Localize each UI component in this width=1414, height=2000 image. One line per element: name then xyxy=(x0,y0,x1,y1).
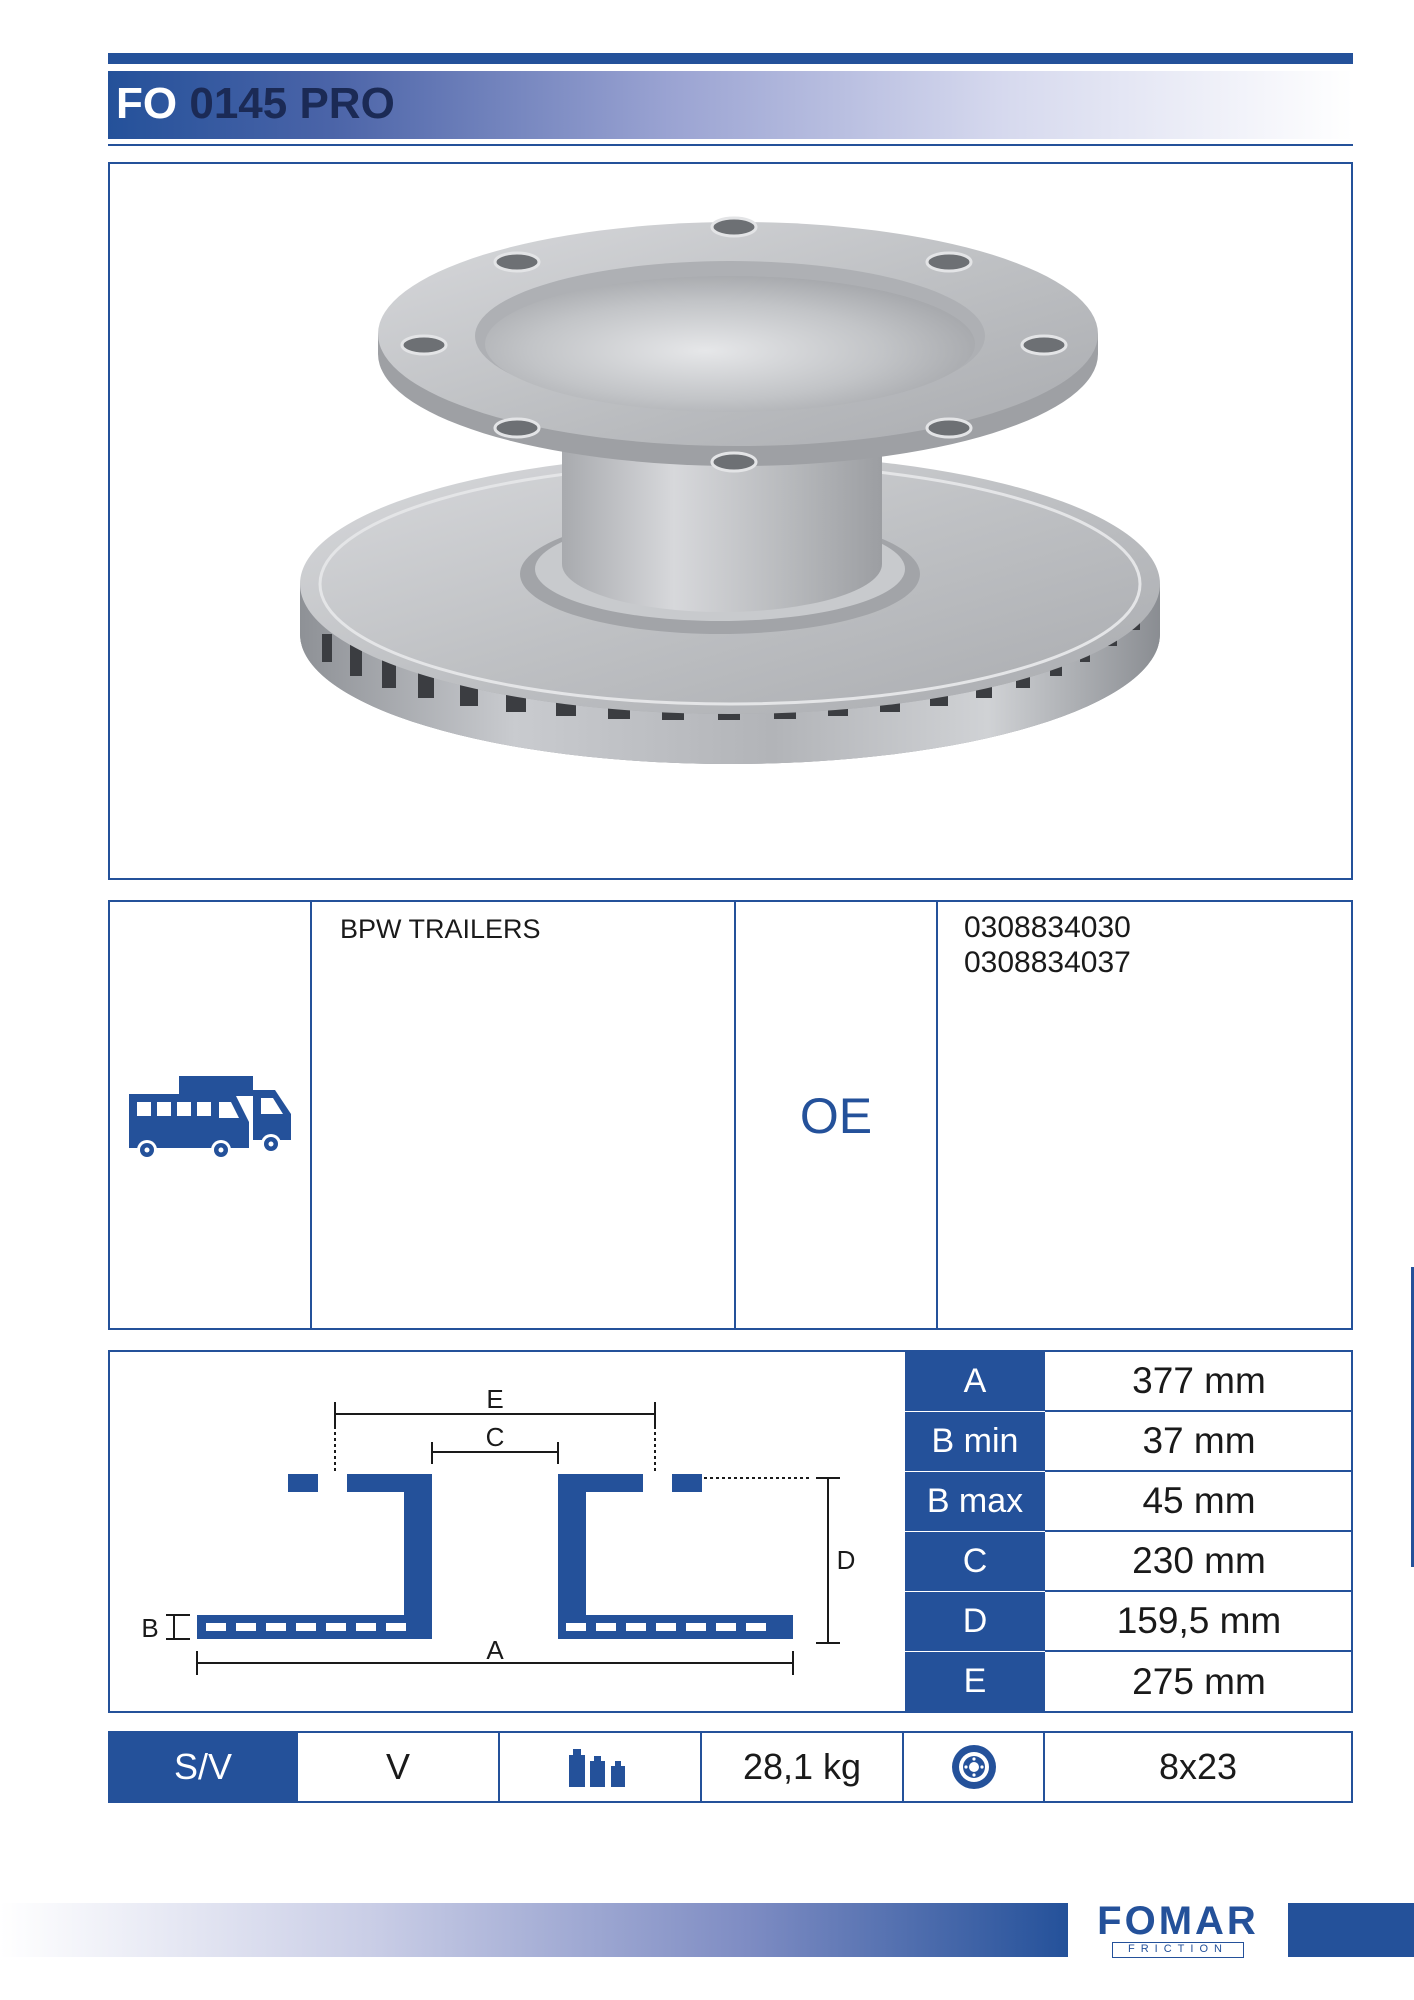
dimension-value: 377 mm xyxy=(1045,1352,1353,1412)
logo-sub: FRICTION xyxy=(1112,1942,1244,1958)
vehicle-make-cell xyxy=(312,902,736,1328)
footer-block xyxy=(1288,1903,1414,1957)
dimension-key: B min xyxy=(905,1412,1045,1472)
dimension-value: 37 mm xyxy=(1045,1412,1353,1472)
vehicle-type-cell xyxy=(110,902,312,1328)
weight-value: 28,1 kg xyxy=(702,1733,904,1801)
weight-icon-cell xyxy=(500,1733,702,1801)
dimension-key: D xyxy=(905,1592,1045,1652)
holes-icon-cell xyxy=(904,1733,1045,1801)
title-band xyxy=(108,71,1353,139)
diagram-label-a: A xyxy=(486,1635,504,1665)
oe-numbers-cell xyxy=(938,902,1351,1328)
oe-number: 0308834037 xyxy=(964,946,1131,979)
product-title xyxy=(116,79,395,129)
bolt-circle-icon xyxy=(950,1743,998,1791)
weights-icon xyxy=(567,1747,633,1787)
dimension-row-d xyxy=(905,1592,1353,1652)
dimension-key: C xyxy=(905,1532,1045,1592)
dimension-row-bmax xyxy=(905,1472,1353,1532)
footer-band xyxy=(0,1903,1068,1957)
brake-disc-image xyxy=(110,164,1351,878)
dimension-value: 45 mm xyxy=(1045,1472,1353,1532)
fomar-logo xyxy=(1086,1899,1270,1961)
truck-bus-icon xyxy=(127,1074,297,1164)
diagram-label-c: C xyxy=(485,1422,505,1452)
oe-numbers-list xyxy=(964,910,1131,980)
oe-label: OE xyxy=(799,1088,873,1144)
dimension-key: A xyxy=(905,1352,1045,1412)
spec-bar xyxy=(108,1731,1353,1803)
dimension-value: 159,5 mm xyxy=(1045,1592,1353,1652)
dimension-value: 275 mm xyxy=(1132,1660,1266,1702)
dimension-key: E xyxy=(905,1652,1045,1711)
diagram-label-b: B xyxy=(141,1613,159,1643)
dimension-row-bmin xyxy=(905,1412,1353,1472)
application-table xyxy=(108,900,1353,1330)
type-value: V xyxy=(298,1733,500,1801)
oe-number: 0308834030 xyxy=(964,911,1131,944)
dimension-row-c xyxy=(905,1532,1353,1592)
product-photo-frame xyxy=(108,162,1353,880)
diagram-label-d: D xyxy=(836,1545,856,1575)
title-prefix: FO xyxy=(116,79,178,128)
dimension-key: B max xyxy=(905,1472,1045,1532)
holes-value: 8x23 xyxy=(1158,1746,1238,1787)
dimension-row-a xyxy=(905,1352,1353,1412)
dimension-row-e xyxy=(905,1652,1353,1711)
type-label: S/V xyxy=(110,1733,298,1801)
cross-section-diagram xyxy=(110,1352,905,1711)
dimension-value: 230 mm xyxy=(1045,1532,1353,1592)
logo-word: FOMAR xyxy=(1097,1899,1259,1943)
top-rule xyxy=(108,53,1353,64)
diagram-label-e: E xyxy=(486,1384,504,1414)
title-code: 0145 PRO xyxy=(189,79,395,128)
vehicle-make: BPW TRAILERS xyxy=(340,914,541,944)
dimensions-panel xyxy=(108,1350,1353,1713)
title-rule xyxy=(108,144,1353,146)
dimensions-table xyxy=(905,1352,1353,1711)
oe-label-cell xyxy=(736,902,938,1328)
